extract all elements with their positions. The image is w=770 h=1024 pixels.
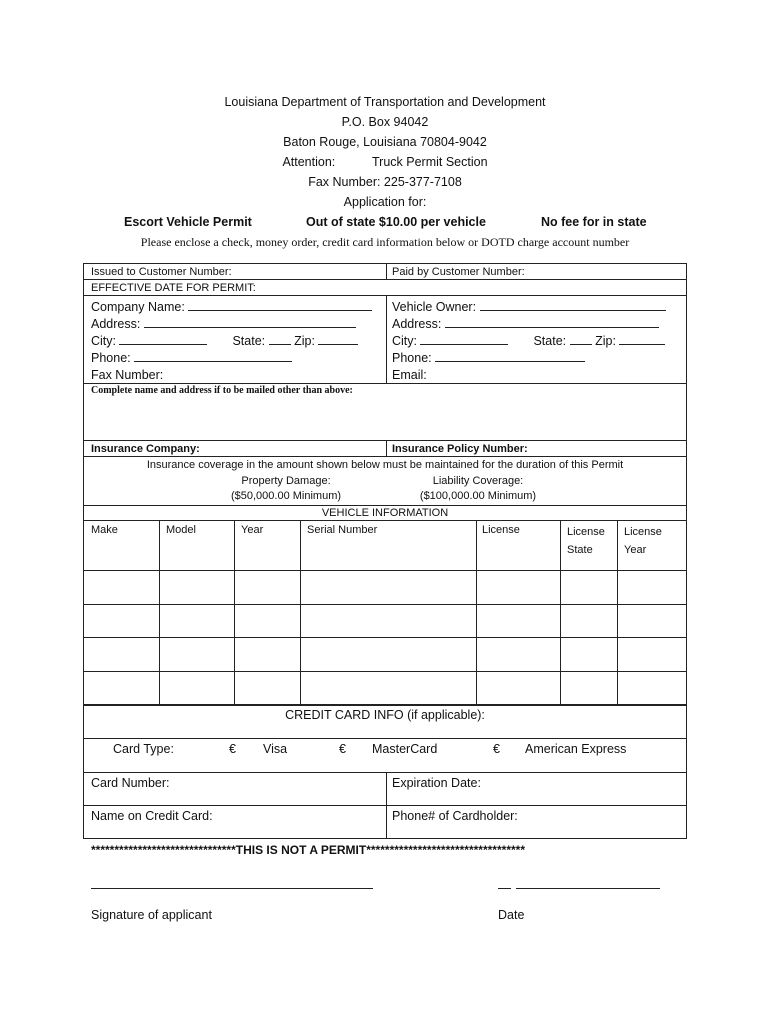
- paid-by-label: Paid by Customer Number:: [392, 266, 525, 278]
- property-damage-minimum: ($50,000.00 Minimum): [230, 490, 342, 502]
- company-phone-field[interactable]: [91, 349, 292, 366]
- amex-radio-icon[interactable]: €: [493, 742, 500, 756]
- out-of-state-fee: Out of state $10.00 per vehicle: [306, 215, 486, 229]
- vehicle-owner-label: Vehicle Owner:: [392, 300, 477, 314]
- vehicle-owner-field[interactable]: [392, 298, 666, 315]
- col-make: Make: [91, 524, 118, 536]
- visa-radio-icon[interactable]: €: [229, 742, 236, 756]
- col-license: License: [482, 524, 520, 536]
- coverage-note: Insurance coverage in the amount shown below must be maintained for the duration of this Permit: [146, 459, 624, 471]
- owner-email-label[interactable]: Email:: [392, 368, 427, 382]
- agency-name: Louisiana Department of Transportation and Development: [224, 95, 546, 109]
- enclose-note: Please enclose a check, money order, credit card information below or DOTD charge account number: [140, 235, 630, 249]
- expiration-date-field[interactable]: Expiration Date:: [392, 776, 481, 790]
- owner-city-field[interactable]: [392, 332, 665, 349]
- col-model: Model: [166, 524, 196, 536]
- no-fee-label: No fee for in state: [541, 215, 647, 229]
- effective-date-label: EFFECTIVE DATE FOR PERMIT:: [91, 282, 256, 294]
- fax-line: Fax Number: 225-377-7108: [308, 175, 462, 189]
- cardholder-phone-field[interactable]: Phone# of Cardholder:: [392, 809, 518, 823]
- date-line[interactable]: [516, 888, 660, 889]
- vehicle-row[interactable]: [83, 638, 687, 671]
- col-serial-number: Serial Number: [307, 524, 378, 536]
- owner-state-label: State:: [533, 334, 567, 348]
- owner-zip-label: Zip:: [595, 334, 616, 348]
- company-name-field[interactable]: [91, 298, 372, 315]
- issued-to-label: Issued to Customer Number:: [91, 266, 232, 278]
- not-a-permit-banner: *******************************THIS IS NOT A PERMIT**********************************: [91, 843, 525, 857]
- company-address-field[interactable]: [91, 315, 356, 332]
- liability-coverage-minimum: ($100,000.00 Minimum): [419, 490, 537, 502]
- company-fax-label[interactable]: Fax Number:: [91, 368, 164, 382]
- signature-line[interactable]: [91, 888, 373, 889]
- vehicle-info-heading: VEHICLE INFORMATION: [321, 507, 449, 519]
- mail-address-note[interactable]: Complete name and address if to be mailed other than above:: [91, 385, 353, 396]
- owner-address-field[interactable]: [392, 315, 659, 332]
- attention-value: Truck Permit Section: [372, 155, 488, 169]
- company-city-label: City:: [91, 334, 116, 348]
- company-address-label: Address:: [91, 317, 141, 331]
- date-line-short: [498, 888, 511, 889]
- insurance-company-label[interactable]: Insurance Company:: [91, 443, 200, 455]
- vehicle-row[interactable]: [83, 605, 687, 637]
- owner-city-label: City:: [392, 334, 417, 348]
- col-license-state: License State: [567, 526, 605, 556]
- mastercard-radio-icon[interactable]: €: [339, 742, 346, 756]
- owner-phone-label: Phone:: [392, 351, 432, 365]
- company-name-label: Company Name:: [91, 300, 185, 314]
- amex-label[interactable]: American Express: [525, 742, 627, 756]
- company-state-label: State:: [232, 334, 266, 348]
- po-box: P.O. Box 94042: [341, 115, 429, 129]
- owner-phone-field[interactable]: [392, 349, 585, 366]
- company-zip-label: Zip:: [294, 334, 315, 348]
- vehicle-row[interactable]: [83, 672, 687, 705]
- mastercard-label[interactable]: MasterCard: [372, 742, 438, 756]
- attention-line: [0, 152, 770, 172]
- visa-label[interactable]: Visa: [263, 742, 288, 756]
- property-damage-label: Property Damage:: [241, 475, 331, 487]
- company-phone-label: Phone:: [91, 351, 131, 365]
- signature-label: Signature of applicant: [91, 908, 212, 922]
- credit-card-title: CREDIT CARD INFO (if applicable):: [285, 708, 485, 722]
- city-line: Baton Rouge, Louisiana 70804-9042: [283, 135, 487, 149]
- application-for: Application for:: [343, 195, 427, 209]
- liability-coverage-label: Liability Coverage:: [432, 475, 524, 487]
- owner-address-label: Address:: [392, 317, 442, 331]
- name-on-card-field[interactable]: Name on Credit Card:: [91, 809, 213, 823]
- col-year: Year: [241, 524, 264, 536]
- escort-permit-label: Escort Vehicle Permit: [124, 215, 252, 229]
- company-city-field[interactable]: [91, 332, 358, 349]
- attention-label: Attention:: [282, 155, 336, 169]
- card-type-label: Card Type:: [113, 742, 174, 756]
- card-number-field[interactable]: Card Number:: [91, 776, 170, 790]
- insurance-policy-label[interactable]: Insurance Policy Number:: [392, 443, 528, 455]
- col-license-year: License Year: [624, 526, 662, 556]
- vehicle-row[interactable]: [83, 571, 687, 604]
- date-label: Date: [498, 908, 525, 922]
